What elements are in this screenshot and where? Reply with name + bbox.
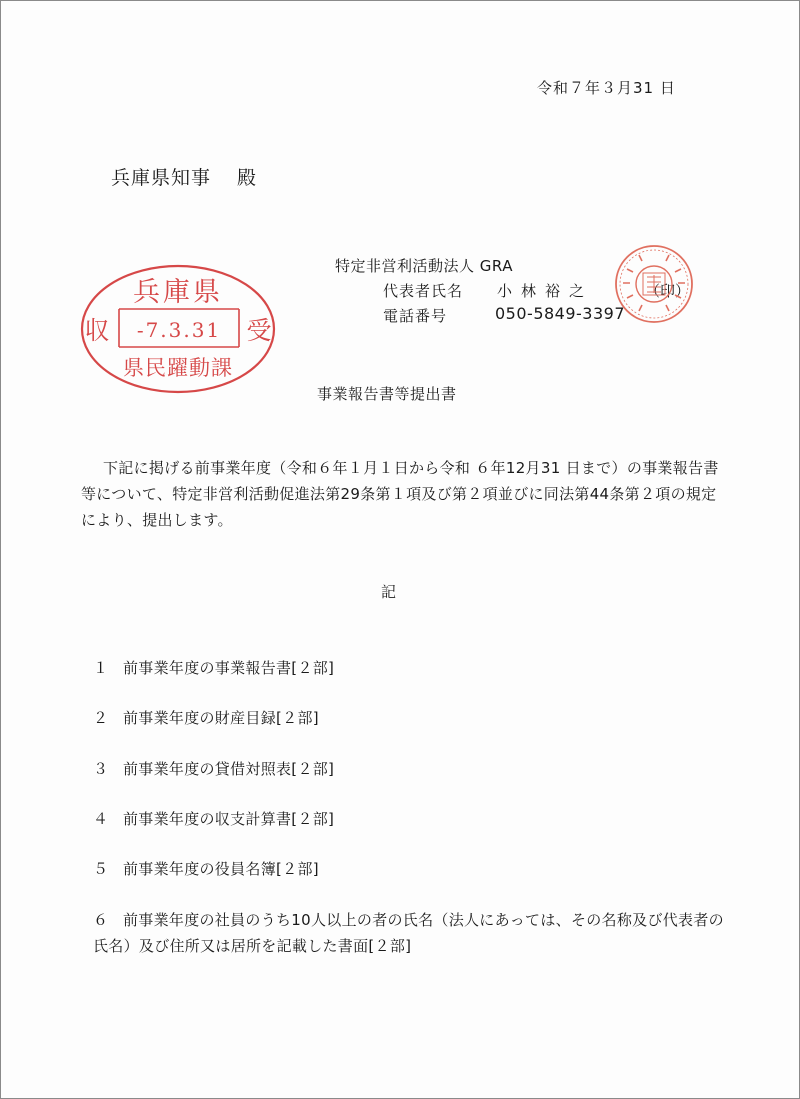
item-text: 前事業年度の事業報告書[２部] <box>123 659 335 677</box>
body-text: 下記に掲げる前事業年度（令和６年１月１日から令和 ６年12月31 日まで）の事業報告書等について、特定非営利活動促進法第29条第１項及び第２項並びに同法第44条第２項の規定により、提出します。 <box>81 459 719 529</box>
item-text: 前事業年度の役員名簿[２部] <box>123 860 319 878</box>
organization-seal <box>613 243 695 325</box>
ki-heading: 記 <box>381 583 397 601</box>
list-item <box>93 758 334 779</box>
stamp-department: 県民躍動課 <box>123 356 233 380</box>
document-date: 令和７年３月31 日 <box>537 79 676 97</box>
item-number: ３ <box>93 760 109 778</box>
document-body <box>81 455 721 533</box>
list-item <box>93 808 334 829</box>
list-item <box>93 907 733 959</box>
list-item <box>93 707 319 728</box>
list-item <box>93 657 334 678</box>
phone-number: 050-5849-3397 <box>495 304 626 323</box>
list-item <box>93 858 319 879</box>
stamp-right-char: 受 <box>246 316 272 345</box>
item-text: 前事業年度の社員のうち10人以上の者の氏名（法人にあっては、その名称及び代表者の氏名）及び住所又は居所を記載した書面[２部] <box>93 911 724 955</box>
document-title: 事業報告書等提出書 <box>317 385 457 403</box>
item-number: ６ <box>93 911 109 929</box>
addressee-name: 兵庫県知事 <box>111 167 212 189</box>
organization-name: 特定非営利活動法人 GRA <box>335 257 513 275</box>
stamp-left-char: 収 <box>84 316 110 345</box>
reception-stamp <box>79 263 277 395</box>
stamp-date: -7.3.31 <box>136 318 222 342</box>
item-number: ４ <box>93 810 109 828</box>
item-number: ２ <box>93 709 109 727</box>
item-text: 前事業年度の収支計算書[２部] <box>123 810 335 828</box>
seal-mark: （印） <box>645 282 691 300</box>
addressee <box>111 163 257 190</box>
addressee-honorific: 殿 <box>237 167 258 189</box>
phone-label: 電話番号 <box>383 307 448 325</box>
item-number: ５ <box>93 860 109 878</box>
item-text: 前事業年度の貸借対照表[２部] <box>123 760 335 778</box>
item-number: １ <box>93 659 109 677</box>
item-text: 前事業年度の財産目録[２部] <box>123 709 319 727</box>
stamp-prefecture: 兵庫県 <box>133 277 223 308</box>
representative-label: 代表者氏名 <box>383 282 464 300</box>
representative-name: 小林裕之 <box>497 282 594 300</box>
